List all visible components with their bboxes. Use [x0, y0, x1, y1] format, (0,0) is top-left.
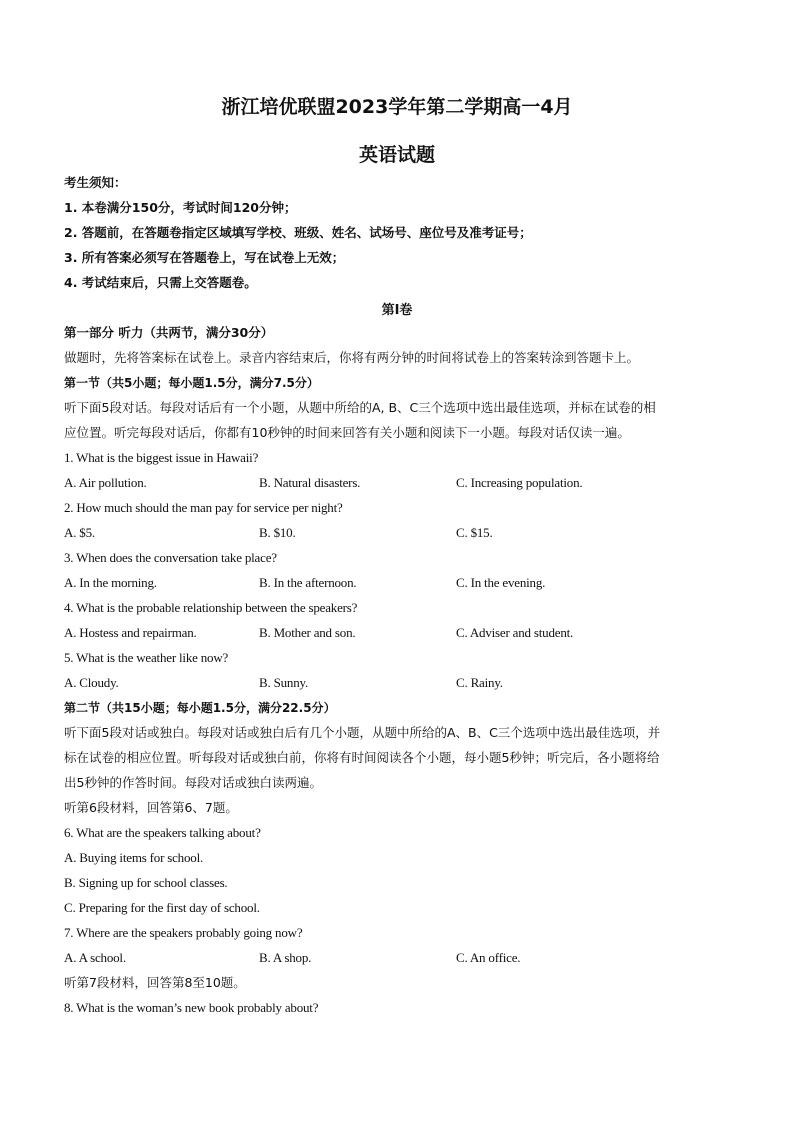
section2-instruction-line-2: 标在试卷的相应位置。听每段对话或独白前，你将有时间阅读各个小题，每小题5秒钟；听完后，各小题将给	[64, 750, 660, 765]
material-6-note: 听第6段材料，回答第6、7题。	[64, 800, 238, 815]
question-6: 6. What are the speakers talking about?	[64, 825, 261, 840]
q1-option-b: B. Natural disasters.	[259, 475, 361, 490]
q6-option-b: B. Signing up for school classes.	[64, 875, 228, 890]
section1-instruction-line-2: 应位置。听完每段对话后，你都有10秒钟的时间来回答有关小题和阅读下一小题。每段对话仅读一遍。	[64, 425, 630, 440]
q2-option-c: C. $15.	[456, 525, 493, 540]
notice-item-1: 1. 本卷满分150分，考试时间120分钟；	[64, 200, 297, 215]
section2-heading: 第二节（共15小题；每小题1.5分，满分22.5分）	[64, 701, 336, 715]
q5-option-b: B. Sunny.	[259, 675, 309, 690]
q4-option-a: A. Hostess and repairman.	[64, 625, 197, 640]
question-7: 7. Where are the speakers probably going now?	[64, 925, 303, 940]
q3-option-c: C. In the evening.	[456, 575, 546, 590]
q3-option-a: A. In the morning.	[64, 575, 157, 590]
q5-option-c: C. Rainy.	[456, 675, 503, 690]
notice-item-2: 2. 答题前，在答题卷指定区域填写学校、班级、姓名、试场号、座位号及准考证号；	[64, 225, 532, 240]
question-4: 4. What is the probable relationship between the speakers?	[64, 600, 358, 615]
question-8: 8. What is the woman’s new book probably about?	[64, 1000, 319, 1015]
material-7-note: 听第7段材料，回答第8至10题。	[64, 975, 246, 990]
q3-option-b: B. In the afternoon.	[259, 575, 357, 590]
notice-item-3: 3. 所有答案必须写在答题卷上，写在试卷上无效；	[64, 250, 345, 265]
question-5: 5. What is the weather like now?	[64, 650, 229, 665]
part1-instruction: 做题时，先将答案标在试卷上。录音内容结束后，你将有两分钟的时间将试卷上的答案转涂到答题卡上。	[64, 350, 640, 365]
q7-option-a: A. A school.	[64, 950, 126, 965]
q6-option-a: A. Buying items for school.	[64, 850, 204, 865]
question-1: 1. What is the biggest issue in Hawaii?	[64, 450, 259, 465]
part1-heading: 第一部分 听力（共两节，满分30分）	[64, 325, 274, 340]
q4-option-b: B. Mother and son.	[259, 625, 356, 640]
q2-option-b: B. $10.	[259, 525, 296, 540]
question-2: 2. How much should the man pay for service per night?	[64, 500, 343, 515]
section1-instruction-line-1: 听下面5段对话。每段对话后有一个小题，从题中所给的A, B、C三个选项中选出最佳选项，并标在试卷的相	[64, 400, 656, 415]
q1-option-a: A. Air pollution.	[64, 475, 147, 490]
q5-option-a: A. Cloudy.	[64, 675, 119, 690]
q2-option-a: A. $5.	[64, 525, 95, 540]
q6-option-c: C. Preparing for the first day of school.	[64, 900, 260, 915]
notice-heading: 考生须知：	[64, 175, 127, 190]
q7-option-c: C. An office.	[456, 950, 521, 965]
section1-heading: 第一节（共5小题；每小题1.5分，满分7.5分）	[64, 376, 319, 390]
volume-label: 第Ⅰ卷	[381, 303, 413, 318]
exam-subtitle: 英语试题	[358, 144, 435, 166]
q4-option-c: C. Adviser and student.	[456, 625, 574, 640]
section2-instruction-line-1: 听下面5段对话或独白。每段对话或独白后有几个小题，从题中所给的A、B、C三个选项中选出最佳选项，并	[64, 725, 661, 740]
exam-title: 浙江培优联盟2023学年第二学期高一4月	[221, 96, 573, 118]
q1-option-c: C. Increasing population.	[456, 475, 583, 490]
notice-item-4: 4. 考试结束后，只需上交答题卷。	[64, 275, 257, 290]
question-3: 3. When does the conversation take place?	[64, 550, 277, 565]
q7-option-b: B. A shop.	[259, 950, 312, 965]
section2-instruction-line-3: 出5秒钟的作答时间。每段对话或独白读两遍。	[64, 775, 322, 790]
